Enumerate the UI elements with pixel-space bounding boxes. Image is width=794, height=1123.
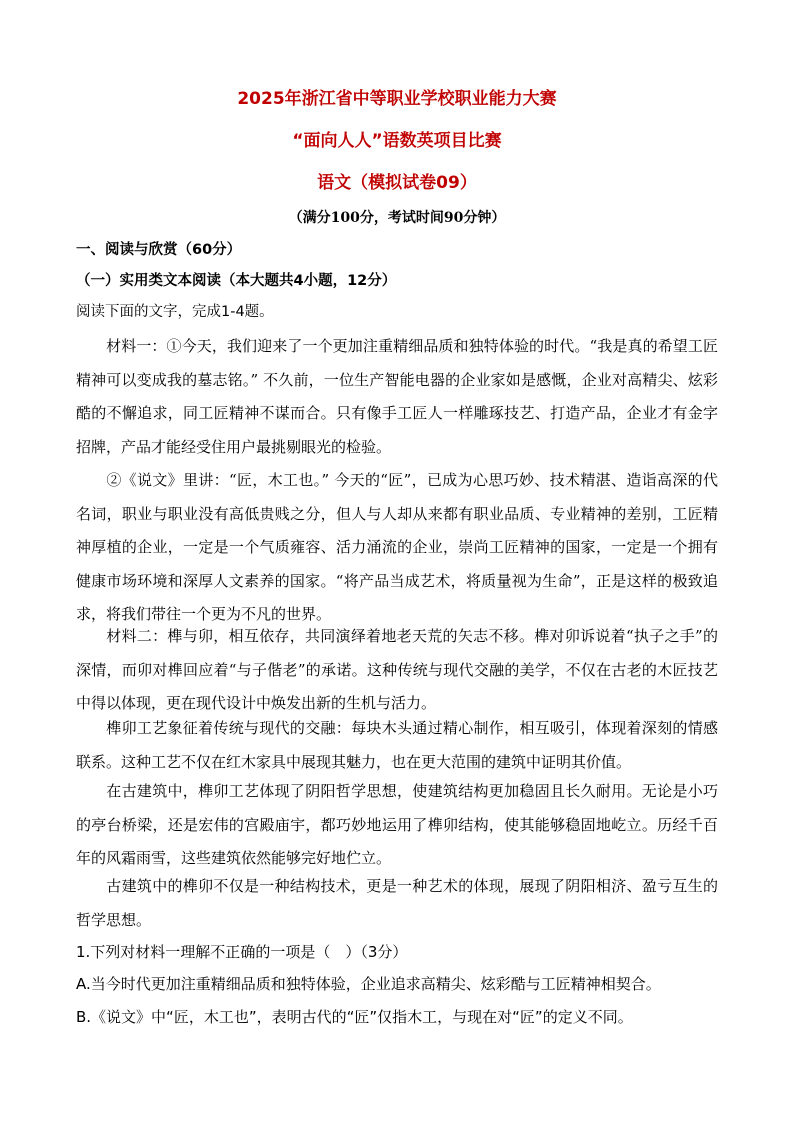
question-stem: 1.下列对材料一理解不正确的一项是（ ）（3分） [76,943,408,961]
passage-paragraph [76,870,718,937]
passage-paragraph [76,775,718,876]
passage-paragraph [76,620,718,721]
passage-paragraph [76,464,718,632]
subsection-heading: （一）实用类文本阅读（本大题共4小题，12分） [76,273,397,289]
option-a: A.当今时代更加注重精细品质和独特体验，企业追求高精尖、炫彩酷与工匠精神相契合。 [76,975,661,993]
exam-subtitle: “面向人人”语数英项目比赛 [292,131,502,151]
option-b: B.《说文》中“匠，木工也”，表明古代的“匠”仅指木工，与现在对“匠”的定义不同。 [76,1008,633,1026]
paper-title: 语文（模拟试卷09） [317,173,477,193]
paragraph-text: 榫卯工艺象征着传统与现代的交融：每块木头通过精心制作，相互吸引，体现着深刻的情感联系。这种工艺不仅在红木家具中展现其魅力，也在更大范围的建筑中证明其价值。 [76,719,718,771]
passage-paragraph [76,712,718,779]
paragraph-text: 材料二：榫与卯，相互依存，共同演绎着地老天荒的矢志不移。榫对卯诉说着“执子之手”的深情，而卯对榫回应着“与子偕老”的承诺。这种传统与现代交融的美学，不仅在古老的木匠技艺中得以体现，更在现代设计中焕发出新的生机与活力。 [76,627,718,712]
paragraph-text: 材料一：①今天，我们迎来了一个更加注重精细品质和独特体验的时代。“我是真的希望工匠精神可以变成我的墓志铭。” 不久前，一位生产智能电器的企业家如是感慨，企业对高精尖、炫彩酷的不懈追求，同工匠精神不谋而合。只有像手工匠人一样雕琢技艺、打造产品，企业才有金字招牌，产品才能经受住用户最挑剔眼光的检验。 [76,337,718,456]
section-heading: 一、阅读与欣赏（60分） [76,242,242,258]
paragraph-text: 古建筑中的榫卯不仅是一种结构技术，更是一种艺术的体现，展现了阴阳相济、盈亏互生的哲学思想。 [76,877,718,929]
exam-title: 2025年浙江省中等职业学校职业能力大赛 [237,89,557,109]
paragraph-text: 在古建筑中，榫卯工艺体现了阴阳哲学思想，使建筑结构更加稳固且长久耐用。无论是小巧的亭台桥梁，还是宏伟的宫殿庙宇，都巧妙地运用了榫卯结构，使其能够稳固地屹立。历经千百年的风霜雨雪，这些建筑依然能够完好地伫立。 [76,782,718,867]
passage-paragraph [76,330,718,464]
score-note: （满分100分，考试时间90分钟） [288,210,506,226]
reading-instruction: 阅读下面的文字，完成1-4题。 [76,304,274,320]
paragraph-text: ②《说文》里讲：“匠，木工也。” 今天的“匠”，已成为心思巧妙、技术精湛、造诣高深的代名词，职业与职业没有高低贵贱之分，但人与人却从来都有职业品质、专业精神的差别，工匠精神厚植的企业，一定是一个气质雍容、活力涌流的企业，崇尚工匠精神的国家，一定是一个拥有健康市场环境和深厚人文素养的国家。“将产品当成艺术，将质量视为生命”，正是这样的极致追求，将我们带往一个更为不凡的世界。 [76,471,718,623]
